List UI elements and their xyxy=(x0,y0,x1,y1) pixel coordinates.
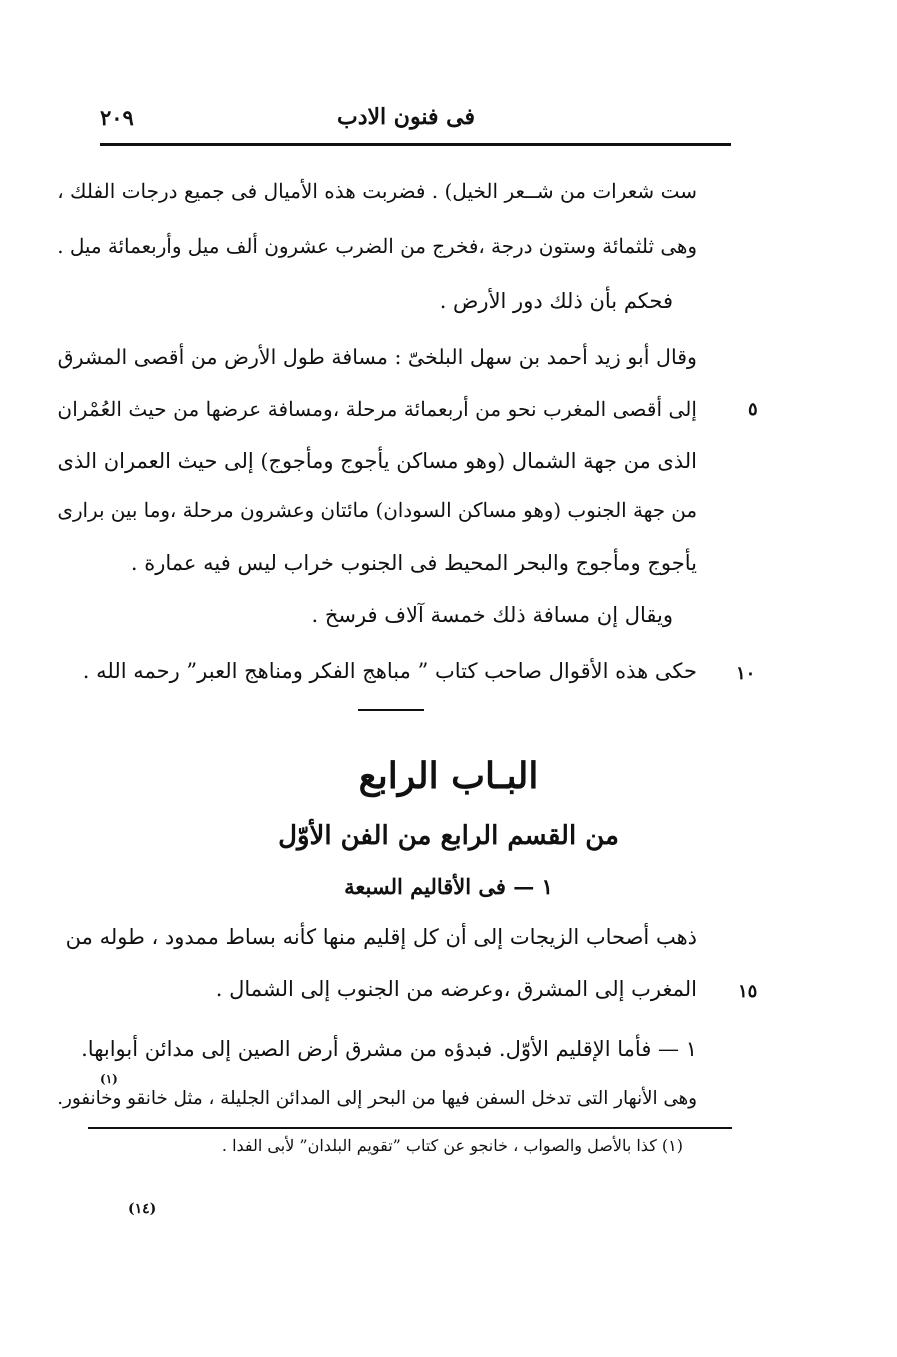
section-line-4: وهى الأنهار التى تدخل السفن فيها من البحر إلى المدائن الجليلة ، مثل خانقو وخانفور. xyxy=(57,1088,697,1109)
section-line-3: ١ — فأما الإقليم الأوّل. فبدؤه من مشرق أرض الصين إلى مدائن أبوابها. xyxy=(81,1037,697,1061)
margin-number-10: ١٠ xyxy=(736,663,756,684)
page-number: ٢٠٩ xyxy=(100,105,134,130)
body-line-2: وهى ثلثمائة وستون درجة ،فخرج من الضرب عشرون ألف ميل وأربعمائة ميل . xyxy=(57,235,697,258)
body-line-3: فحكم بأن ذلك دور الأرض . xyxy=(439,289,673,313)
body-line-8: يأجوج ومأجوج والبحر المحيط فى الجنوب خراب ليس فيه عمارة . xyxy=(130,551,697,575)
chapter-title: البـاب الرابع xyxy=(358,755,539,797)
margin-number-15: ١٥ xyxy=(738,981,758,1002)
margin-number-5: ٥ xyxy=(748,399,758,420)
section-line-1: ذهب أصحاب الزيجات إلى أن كل إقليم منها كأنه بساط ممدود ، طوله من xyxy=(65,925,697,949)
running-title: فى فنون الادب xyxy=(336,104,475,130)
body-line-4: وقال أبو زيد أحمد بن سهل البلخىّ : مسافة طول الأرض من أقصى المشرق xyxy=(57,345,697,369)
section-separator xyxy=(358,709,424,711)
signature-mark: (١٤) xyxy=(128,1201,157,1217)
chapter-subtitle: من القسم الرابع من الفن الأوّل xyxy=(278,821,619,851)
body-line-5: إلى أقصى المغرب نحو من أربعمائة مرحلة ،ومسافة عرضها من حيث العُمْران xyxy=(57,397,697,421)
section-line-2: المغرب إلى المشرق ،وعرضه من الجنوب إلى الشمال . xyxy=(215,977,697,1001)
body-line-1: ست شعرات من شــعر الخيل) . فضربت هذه الأميال فى جميع درجات الفلك ، xyxy=(57,179,697,203)
section-heading: ١ — فى الأقاليم السبعة xyxy=(344,874,553,899)
body-line-7: من جهة الجنوب (وهو مساكن السودان) مائتان وعشرون مرحلة ،وما بين برارى xyxy=(57,499,697,522)
body-line-9: ويقال إن مسافة ذلك خمسة آلاف فرسخ . xyxy=(311,603,673,627)
header-rule xyxy=(100,143,731,146)
footnote-marker: (١) xyxy=(100,1072,118,1086)
body-line-10: حكى هذه الأقوال صاحب كتاب ” مباهج الفكر ومناهج العبر” رحمه الله . xyxy=(82,659,697,683)
body-line-6: الذى من جهة الشمال (وهو مساكن يأجوج ومأجوج) إلى حيث العمران الذى xyxy=(57,449,697,473)
footnote-rule xyxy=(88,1127,732,1129)
footnote-text: (١) كذا بالأصل والصواب ، خانجو عن كتاب ”تقويم البلدان” لأبى الفدا . xyxy=(221,1136,683,1155)
